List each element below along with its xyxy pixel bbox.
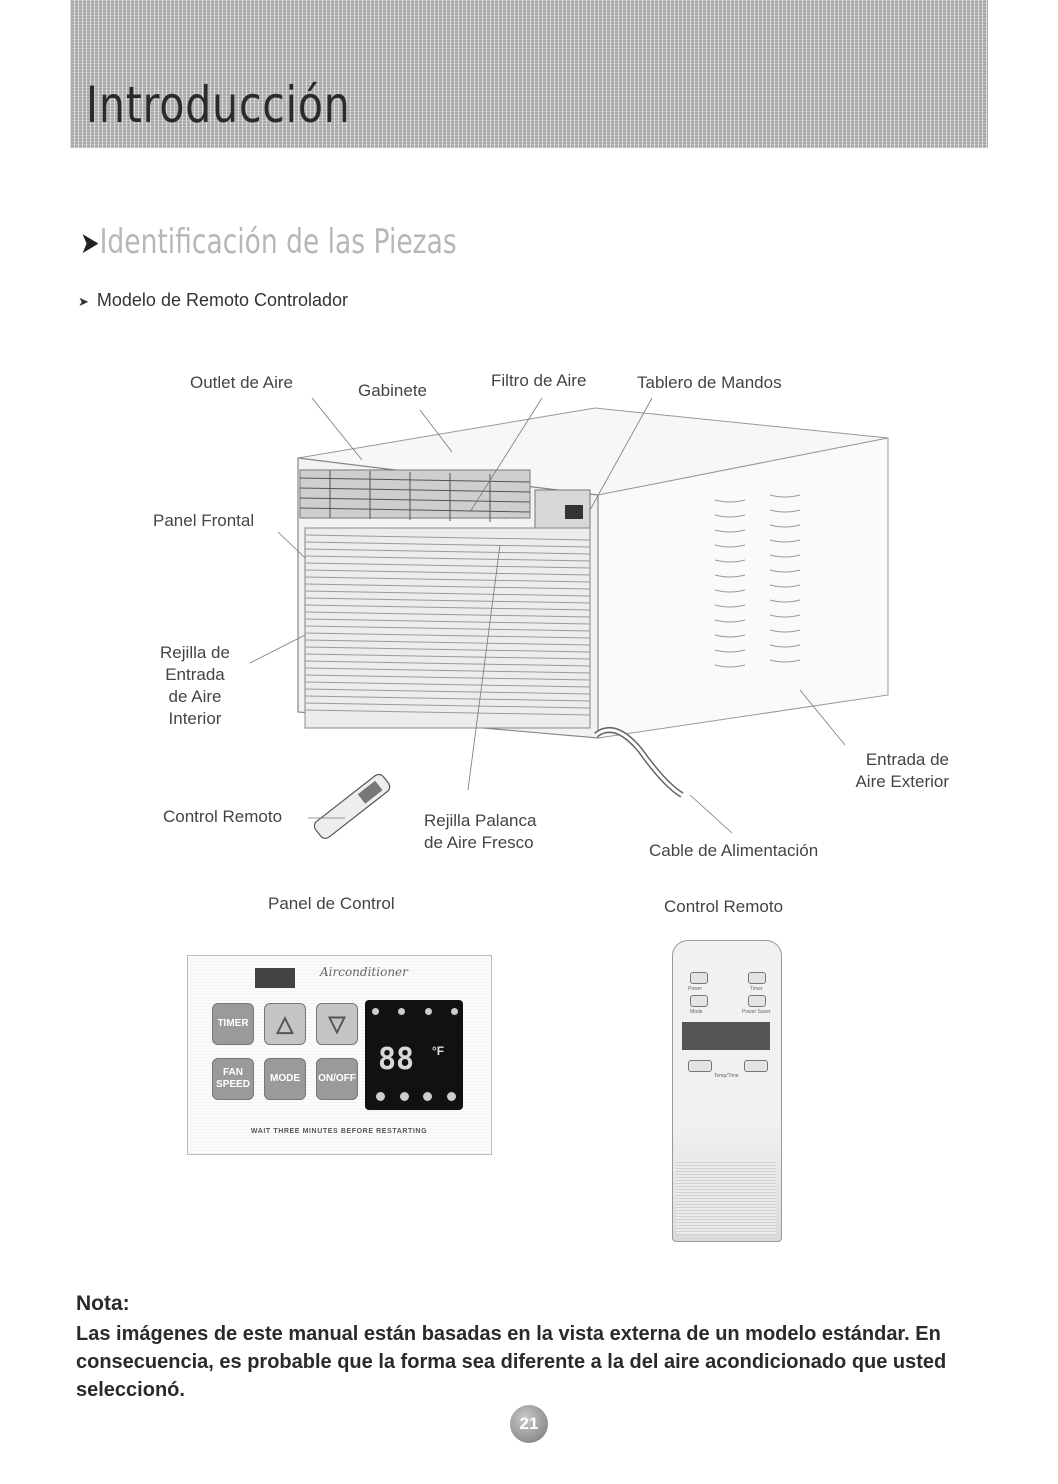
sub-heading-text: Modelo de Remoto Controlador	[96, 290, 349, 310]
label-fresh-line2: de Aire Fresco	[424, 833, 534, 852]
label-intake-line1: Rejilla de	[160, 643, 230, 662]
fan-label: FAN	[223, 1067, 243, 1078]
note-text: Las imágenes de este manual están basadas en la vista externa de un modelo estándar. En consecuencia, es probable que la forma sea diferente a la del aire acondicionado que usted seleccionó.	[76, 1323, 947, 1401]
remote-power-saver-label: Power Saver	[742, 1009, 771, 1015]
indicator-dot	[400, 1092, 409, 1101]
label-front-panel: Panel Frontal	[153, 511, 255, 530]
indicator-dot	[425, 1008, 432, 1015]
timer-button: TIMER	[212, 1003, 254, 1045]
caption-remote: Control Remoto	[664, 897, 784, 916]
remote-screen	[682, 1022, 770, 1050]
air-outlet	[300, 470, 530, 518]
remote-temp-up-button	[744, 1060, 768, 1072]
label-outdoor-intake	[843, 749, 949, 793]
speed-label: SPEED	[216, 1079, 250, 1090]
label-intake-grille	[150, 642, 240, 730]
down-button: ▽	[316, 1003, 358, 1045]
control-panel-logo: Airconditioner	[320, 965, 408, 979]
label-cabinet: Gabinete	[358, 381, 427, 400]
onoff-button: ON/OFF	[316, 1058, 358, 1100]
indicator-dot	[447, 1092, 456, 1101]
label-remote: Control Remoto	[163, 807, 283, 826]
mode-button: MODE	[264, 1058, 306, 1100]
remote-power-button	[690, 972, 708, 984]
label-outdoor-line1: Entrada de	[865, 750, 949, 769]
arrow-icon: ➤	[78, 294, 89, 309]
label-fresh-line1: Rejilla Palanca	[424, 811, 537, 830]
label-filter: Filtro de Aire	[491, 371, 587, 390]
remote-timer-label: Timer	[750, 986, 763, 992]
label-power-cable: Cable de Alimentación	[649, 841, 819, 860]
indicator-dot	[372, 1008, 379, 1015]
indicator-dot	[398, 1008, 405, 1015]
remote-mode-label: Mode	[690, 1009, 703, 1015]
display-bottom-indicators	[376, 1092, 456, 1101]
page-number: 21	[510, 1405, 548, 1443]
page-title: Introducción	[86, 76, 351, 134]
arrow-icon: ➤	[80, 226, 100, 261]
display-top-indicators	[372, 1008, 458, 1015]
control-panel-indicator	[255, 968, 295, 988]
indicator-dot	[376, 1092, 385, 1101]
remote-mode-button	[690, 995, 708, 1007]
up-button: △	[264, 1003, 306, 1045]
indicator-dot	[423, 1092, 432, 1101]
restart-warning: WAIT THREE MINUTES BEFORE RESTARTING	[250, 1128, 428, 1135]
small-remote	[312, 772, 392, 841]
remote-temp-time-label: Temp/Time	[714, 1073, 739, 1079]
control-board-display	[565, 505, 583, 519]
label-fresh-air	[424, 810, 536, 854]
remote-lower-body	[676, 1160, 776, 1235]
label-outdoor-line2: Aire Exterior	[855, 772, 949, 791]
label-outlet: Outlet de Aire	[190, 373, 294, 392]
fan-speed-label	[216, 1067, 250, 1091]
display-digits: 88	[378, 1042, 415, 1077]
section-title-text: Identificación de las Piezas	[99, 222, 457, 262]
label-intake-line4: Interior	[168, 709, 222, 728]
remote-power-saver-button	[748, 995, 766, 1007]
remote-power-label: Power	[688, 986, 703, 992]
label-intake-line3: de Aire	[168, 687, 222, 706]
label-control-board: Tablero de Mandos	[637, 373, 782, 392]
caption-control-panel: Panel de Control	[268, 894, 395, 913]
label-intake-line2: Entrada	[165, 665, 225, 684]
fan-speed-button	[212, 1058, 254, 1100]
remote-temp-down-button	[688, 1060, 712, 1072]
display-unit-f: °F	[432, 1044, 445, 1058]
remote-timer-button	[748, 972, 766, 984]
note-label: Nota:	[76, 1292, 130, 1315]
indicator-dot	[451, 1008, 458, 1015]
